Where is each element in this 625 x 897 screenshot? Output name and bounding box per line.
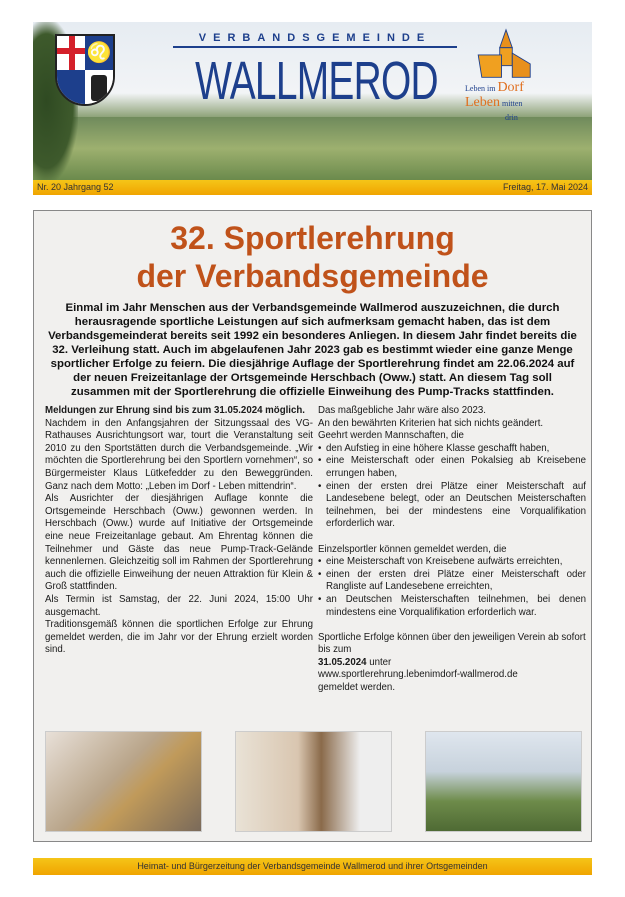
- deadline-lead: Meldungen zur Ehrung sind bis zum 31.05.2024 möglich.: [45, 405, 305, 416]
- list-item: • an Deutschen Meisterschaften teilnehmen, bei denen mindestens eine Vorqualifikation erforderlich war.: [318, 594, 586, 619]
- article-column-right: [318, 405, 586, 695]
- medals-photo: [45, 731, 202, 832]
- paragraph: Geehrt werden Mannschaften, die: [318, 430, 464, 442]
- issue-bar: [33, 180, 592, 195]
- landscape-photo: [33, 117, 592, 180]
- paragraph: Als Termin ist Samstag, der 22. Juni 2024, 15:00 Uhr ausgemacht.: [45, 593, 313, 618]
- paragraph: Das maßgebliche Jahr wäre also 2023.: [318, 405, 487, 416]
- team-celebration-photo: [425, 731, 582, 832]
- handshake-trophy-photo: [235, 731, 392, 832]
- coat-of-arms-logo: ♌: [55, 34, 115, 106]
- list-item: • einen der ersten drei Plätze einer Meisterschaft auf Landesebene belegt, oder an Deutschen Meisterschaften teilnehmen, bei der mindestens eine Vorqualifikation erforderlich war.: [318, 481, 586, 531]
- paragraph: An den bewährten Kriterien hat sich nichts geändert.: [318, 417, 544, 429]
- masthead-title: [161, 50, 473, 112]
- registration-link[interactable]: www.sportlerehrung.lebenimdorf-wallmerod.de: [318, 669, 518, 681]
- article: [33, 210, 592, 842]
- masthead-banner: [33, 22, 592, 180]
- masthead-title-text: WALLMEROD: [195, 51, 439, 111]
- list-item: • eine Meisterschaft oder einen Pokalsieg ab Kreisebene errungen haben,: [318, 455, 586, 480]
- list-item: • einen der ersten drei Plätze einer Meisterschaft oder Rangliste auf Landesebene erreichten,: [318, 569, 586, 594]
- paragraph: Einzelsportler können gemeldet werden, die: [318, 543, 507, 555]
- team-criteria-list: [318, 443, 586, 531]
- list-item: • eine Meisterschaft von Kreisebene aufwärts erreichten,: [318, 556, 586, 569]
- article-column-left: [45, 405, 313, 695]
- paragraph: Traditionsgemäß können die sportlichen Erfolge zur Ehrung gemeldet werden, die im Jahr vor der Ehrung erzielt worden sind.: [45, 619, 313, 656]
- issue-date: Freitag, 17. Mai 2024: [502, 182, 588, 192]
- footer-bar: Heimat- und Bürgerzeitung der Verbandsgemeinde Wallmerod und ihrer Ortsgemeinden: [33, 858, 592, 875]
- church-logo-icon: [471, 28, 541, 80]
- slogan-logo: Leben im Dorf Leben mitten drin: [465, 80, 524, 122]
- individual-criteria-list: [318, 556, 586, 619]
- article-title: 32. Sportlerehrung der Verbandsgemeinde: [136, 220, 489, 294]
- list-item: • den Aufstieg in eine höhere Klasse geschafft haben,: [318, 443, 586, 456]
- masthead-subtitle: VERBANDSGEMEINDE: [173, 32, 457, 48]
- article-intro: Einmal im Jahr Menschen aus der Verbandsgemeinde Wallmerod auszuzeichnen, die durch herausragende sportliche Leistungen auf sich aufmerksam gemacht haben, das ist dem Verbandsgemeinderat bereits seit 1992 ein besonderes Anliegen. In diesem Jahr findet bereits die 32. Verleihung statt. Auch im abgelaufenen Jahr 2023 gab es bestimmt wieder eine ganze Menge sportlicher Erfolge zu feiern. Die diesjährige Auflage der Sportlerehrung findet am 22.06.2024 auf der neuen Freizeitanlage der Ortsgemeinde Herschbach (Oww.) statt. An diesem Tag soll zusammen mit der Sportlerehrung die offizielle Einweihung des Pump-Tracks stattfinden.: [48, 302, 577, 398]
- paragraph: Als Ausrichter der diesjährigen Auflage konnte die Ortsgemeinde Herschbach (Oww.) gewonnen werden. In Herschbach (Oww.) wurde auf Initiative der Ortsgemeinde eine neue Freizeitanlage gebaut. Am Ehrentag können die Teilnehmer und Gäste das neue Pump-Track-Gelände kennenlernen. Gleichzeitig soll im Rahmen der Sportlerehrung auch die offizielle Einweihung der neuen Attraktion für Klein & Groß stattfinden.: [45, 493, 313, 593]
- paragraph: Sportliche Erfolge können über den jeweiligen Verein ab sofort bis zum 31.05.2024 unter www.sportlerehrung.lebenimdorf-wallmerod.de gemeldet werden.: [318, 631, 586, 694]
- paragraph: Nachdem in den Anfangsjahren der Sitzungssaal des VG-Rathauses Ausrichtungsort war, tourt die Veranstaltung seit 2010 zu den Sportstätten durch die Verbandsgemeinde. „Wir möchten die Sportlerehrung bei den Sportlern vornehmen“, so Bürgermeister Klaus Lütkefedder zu den Beweggründen. Ganz nach dem Motto: „Leben im Dorf - Leben mittendrin“.: [45, 417, 313, 492]
- issue-number: Nr. 20 Jahrgang 52: [37, 182, 114, 192]
